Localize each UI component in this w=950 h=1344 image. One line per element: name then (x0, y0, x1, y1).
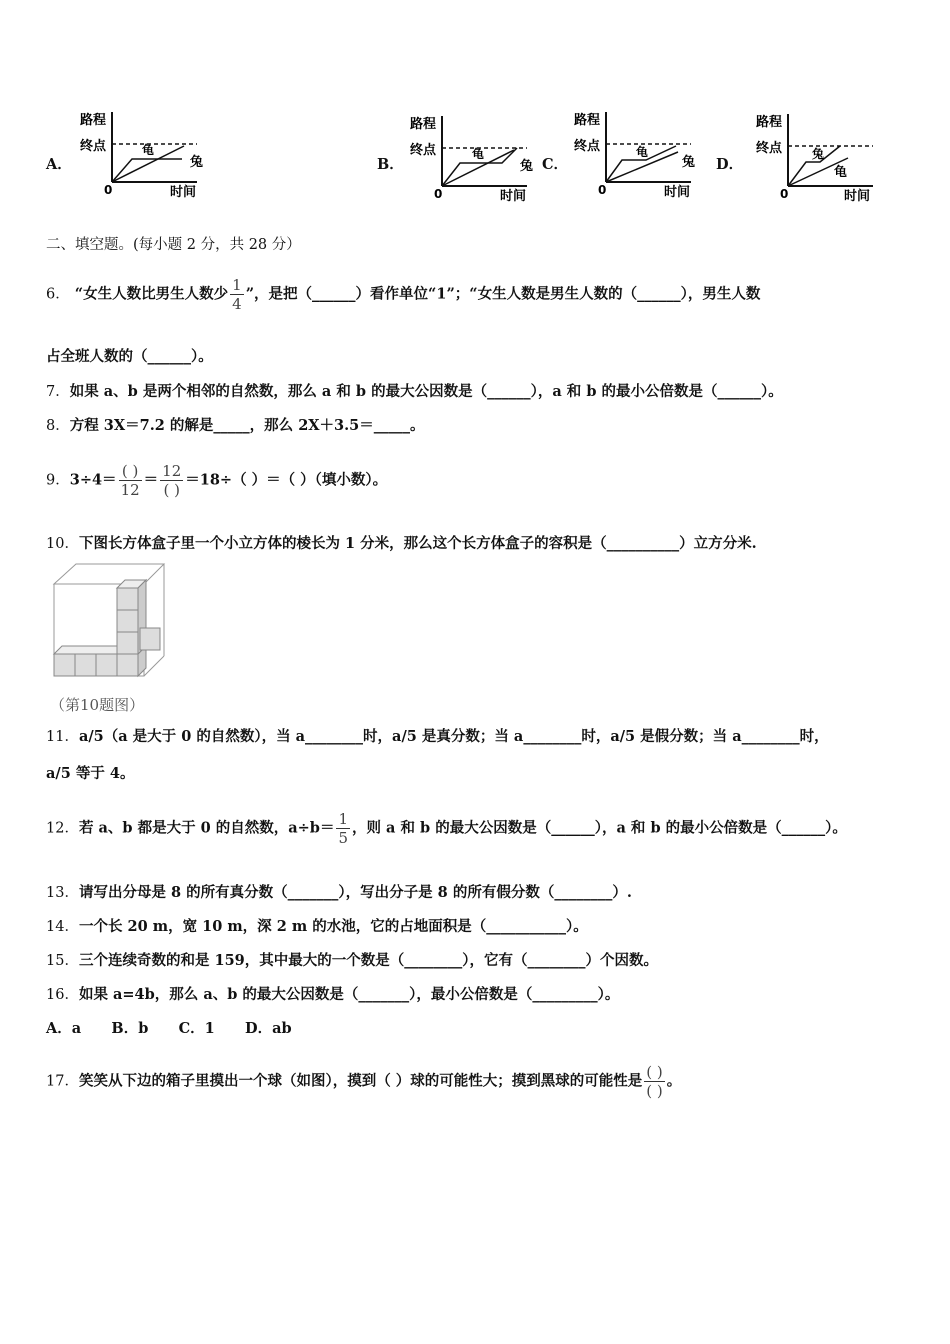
svg-text:路程: 路程 (574, 113, 601, 128)
option-c-graph (566, 104, 706, 200)
fraction-blank-blank: $\frac{( )}{( )}$ (646, 1063, 663, 1100)
option-a-graph (72, 104, 212, 200)
box-figure (50, 562, 170, 680)
option-a-label: A． (46, 156, 72, 173)
question-16: 16．如果 a=4b，那么 a、b 的最大公因数是（_______），最小公倍数是（_________）。 (46, 986, 620, 1003)
svg-text:时间: 时间 (664, 185, 691, 200)
question-7: 7．如果 a、b 是两个相邻的自然数，那么 a 和 b 的最大公因数是（______），a 和 b 的最小公倍数是（______）。 (46, 383, 783, 400)
end-label: 终点 (80, 139, 107, 154)
question-11-cont: a/5 等于 4。 (46, 765, 135, 782)
svg-text:时间: 时间 (170, 185, 197, 200)
question-13: 13．请写出分母是 8 的所有真分数（_______），写出分子是 8 的所有假分数（________）. (46, 884, 632, 901)
svg-text:兔: 兔 (682, 155, 696, 170)
question-16-choices: A．a B．b C．1 D．ab (46, 1020, 292, 1037)
fraction-12-blank: $\frac{12}{( )}$ (162, 462, 182, 499)
svg-text:0: 0 (104, 183, 113, 197)
svg-text:兔: 兔 (190, 155, 204, 170)
distance-label: 路程 (80, 113, 107, 128)
question-6-cont: 占全班人数的（______）。 (46, 348, 213, 365)
question-14: 14．一个长 20 m，宽 10 m，深 2 m 的水池，它的占地面积是（___________）。 (46, 918, 588, 935)
section-title: 二、填空题。(每小题 2 分，共 28 分） (46, 237, 301, 253)
svg-text:0: 0 (780, 187, 789, 201)
fraction-1-4: $\frac{1}{4}$ (232, 276, 242, 313)
svg-text:龟: 龟 (636, 145, 649, 159)
svg-text:兔: 兔 (812, 147, 825, 161)
fraction-blank-12: $\frac{( )}{12}$ (120, 462, 140, 499)
question-9: 9．3÷4＝ $\frac{( )}{12}$ ＝ $\frac{12}{( )}$ ＝18÷（ ）＝（ ）（填小数）。 (46, 462, 388, 499)
svg-text:路程: 路程 (756, 115, 783, 130)
question-6: 6． “女生人数比男生人数少 $\frac{1}{4}$ ”，是把（______）看作单位“1”；“女生人数是男生人数的（______），男生人数 (46, 276, 761, 313)
question-10: 10．下图长方体盒子里一个小立方体的棱长为 1 分米，那么这个长方体盒子的容积是（__________）立方分米. (46, 535, 757, 552)
svg-text:路程: 路程 (410, 117, 437, 132)
svg-text:时间: 时间 (500, 189, 527, 204)
question-12: 12．若 a、b 都是大于 0 的自然数，a÷b＝ $\frac{1}{5}$ ，则 a 和 b 的最大公因数是（______），a 和 b 的最小公倍数是（______）。 (46, 810, 847, 847)
option-d-label: D． (716, 156, 744, 173)
svg-text:龟: 龟 (472, 147, 485, 161)
question-17: 17．笑笑从下边的箱子里摸出一个球（如图），摸到（ ）球的可能性大；摸到黑球的可能性是 $\frac{( )}{( )}$ 。 (46, 1063, 682, 1100)
option-b-graph (402, 108, 542, 204)
svg-text:龟: 龟 (834, 165, 848, 180)
svg-text:终点: 终点 (756, 141, 783, 156)
figure-caption: （第10题图） (50, 696, 145, 714)
question-15: 15．三个连续奇数的和是 159，其中最大的一个数是（________），它有（________）个因数。 (46, 952, 659, 969)
svg-text:兔: 兔 (520, 159, 534, 174)
question-11: 11．a/5（a 是大于 0 的自然数），当 a________时，a/5 是真分数；当 a________时，a/5 是假分数；当 a________时， (46, 728, 829, 745)
fraction-1-5: $\frac{1}{5}$ (338, 810, 348, 847)
option-d-graph (748, 106, 888, 206)
option-b-label: B． (377, 156, 404, 173)
question-8: 8．方程 3X＝7.2 的解是_____，那么 2X＋3.5＝_____。 (46, 417, 425, 434)
svg-text:时间: 时间 (844, 189, 871, 204)
svg-text:0: 0 (598, 183, 607, 197)
svg-text:龟: 龟 (142, 143, 155, 157)
svg-text:终点: 终点 (410, 143, 437, 158)
svg-text:0: 0 (434, 187, 443, 201)
svg-text:终点: 终点 (574, 139, 601, 154)
option-c-label: C． (542, 156, 569, 173)
